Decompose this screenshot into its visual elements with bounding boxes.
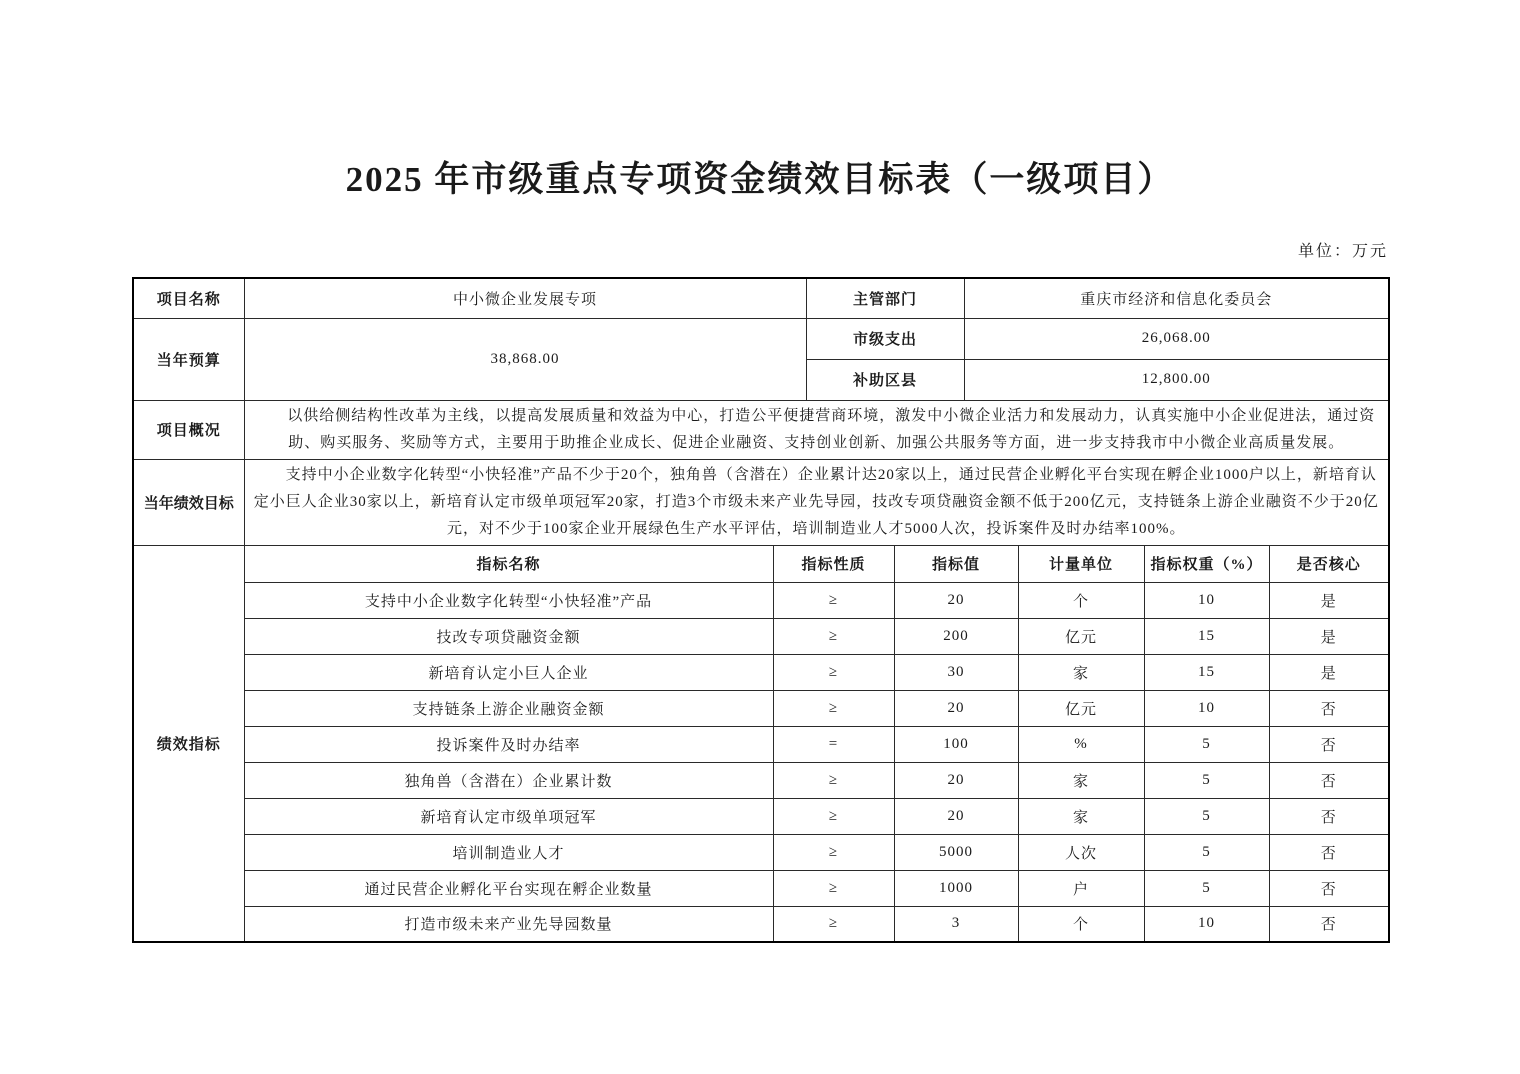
indicator-row <box>133 618 1389 654</box>
indicator-unit: 亿元 <box>1018 618 1144 654</box>
header-name: 指标名称 <box>244 545 773 582</box>
indicator-weight: 5 <box>1144 834 1269 870</box>
indicator-value: 1000 <box>894 870 1018 906</box>
indicator-name: 支持链条上游企业融资金额 <box>244 690 773 726</box>
header-weight: 指标权重（%） <box>1144 545 1269 582</box>
indicator-row <box>133 906 1389 942</box>
table-row <box>133 459 1389 545</box>
unit-note: 单位：万元 <box>1297 243 1388 260</box>
indicator-weight: 15 <box>1144 618 1269 654</box>
overview-label: 项目概况 <box>133 400 244 459</box>
indicator-nature: ≥ <box>773 762 894 798</box>
header-unit: 计量单位 <box>1018 545 1144 582</box>
table-row <box>133 318 1389 359</box>
indicator-core: 是 <box>1269 618 1389 654</box>
indicator-name: 新培育认定小巨人企业 <box>244 654 773 690</box>
budget-label: 当年预算 <box>133 318 244 400</box>
indicator-name: 投诉案件及时办结率 <box>244 726 773 762</box>
indicator-name: 通过民营企业孵化平台实现在孵企业数量 <box>244 870 773 906</box>
indicator-name: 培训制造业人才 <box>244 834 773 870</box>
indicator-row <box>133 690 1389 726</box>
goal-label: 当年绩效目标 <box>133 459 244 545</box>
indicator-nature: ≥ <box>773 870 894 906</box>
indicator-unit: 家 <box>1018 654 1144 690</box>
indicator-weight: 5 <box>1144 762 1269 798</box>
indicator-core: 否 <box>1269 762 1389 798</box>
indicator-row <box>133 762 1389 798</box>
header-core: 是否核心 <box>1269 545 1389 582</box>
indicator-value: 20 <box>894 582 1018 618</box>
indicator-core: 是 <box>1269 582 1389 618</box>
budget-value: 38,868.00 <box>244 318 806 400</box>
table-row <box>133 400 1389 459</box>
indicator-core: 否 <box>1269 798 1389 834</box>
indicator-weight: 10 <box>1144 906 1269 942</box>
overview-text: 以供给侧结构性改革为主线，以提高发展质量和效益为中心，打造公平便捷营商环境，激发中小微企业活力和发展动力，认真实施中小企业促进法，通过资助、购买服务、奖励等方式，主要用于助推企业成长、促进企业融资、支持创业创新、加强公共服务等方面，进一步支持我市中小微企业高质量发展。 <box>244 400 1389 459</box>
indicator-row <box>133 798 1389 834</box>
indicator-nature: ≥ <box>773 906 894 942</box>
indicator-value: 200 <box>894 618 1018 654</box>
indicator-unit: % <box>1018 726 1144 762</box>
indicator-name: 支持中小企业数字化转型“小快轻准”产品 <box>244 582 773 618</box>
subsidy-label: 补助区县 <box>806 359 964 400</box>
indicator-unit: 户 <box>1018 870 1144 906</box>
indicator-row <box>133 726 1389 762</box>
indicator-name: 新培育认定市级单项冠军 <box>244 798 773 834</box>
indicator-unit: 家 <box>1018 798 1144 834</box>
indicator-value: 20 <box>894 762 1018 798</box>
subsidy-value: 12,800.00 <box>964 359 1389 400</box>
indicator-unit: 个 <box>1018 582 1144 618</box>
indicators-section-label: 绩效指标 <box>133 545 244 942</box>
indicator-header-row <box>133 545 1389 582</box>
indicator-core: 否 <box>1269 834 1389 870</box>
city-expense-value: 26,068.00 <box>964 318 1389 359</box>
indicator-nature: ≥ <box>773 834 894 870</box>
dept-value: 重庆市经济和信息化委员会 <box>964 278 1389 318</box>
page-title: 2025 年市级重点专项资金绩效目标表（一级项目） <box>345 160 1175 199</box>
indicator-name: 打造市级未来产业先导园数量 <box>244 906 773 942</box>
performance-target-table <box>132 277 1390 943</box>
indicator-nature: ≥ <box>773 690 894 726</box>
indicator-core: 否 <box>1269 690 1389 726</box>
indicator-value: 20 <box>894 798 1018 834</box>
indicator-nature: ≥ <box>773 654 894 690</box>
indicator-value: 3 <box>894 906 1018 942</box>
indicator-value: 100 <box>894 726 1018 762</box>
indicator-nature: ≥ <box>773 618 894 654</box>
header-nature: 指标性质 <box>773 545 894 582</box>
goal-text: 支持中小企业数字化转型“小快轻准”产品不少于20个，独角兽（含潜在）企业累计达20家以上，通过民营企业孵化平台实现在孵企业1000户以上，新培育认定小巨人企业30家以上，新培育认定市级单项冠军20家，打造3个市级未来产业先导园，技改专项贷融资金额不低于200亿元，支持链条上游企业融资不少于20亿元，对不少于100家企业开展绿色生产水平评估，培训制造业人才5000人次，投诉案件及时办结率100%。 <box>244 459 1389 545</box>
indicator-core: 否 <box>1269 726 1389 762</box>
indicator-name: 独角兽（含潜在）企业累计数 <box>244 762 773 798</box>
indicator-name: 技改专项贷融资金额 <box>244 618 773 654</box>
indicator-unit: 家 <box>1018 762 1144 798</box>
dept-label: 主管部门 <box>806 278 964 318</box>
indicator-value: 5000 <box>894 834 1018 870</box>
indicator-nature: ≥ <box>773 798 894 834</box>
indicator-unit: 个 <box>1018 906 1144 942</box>
header-value: 指标值 <box>894 545 1018 582</box>
indicator-nature: = <box>773 726 894 762</box>
indicator-row <box>133 654 1389 690</box>
indicator-weight: 10 <box>1144 582 1269 618</box>
indicator-core: 是 <box>1269 654 1389 690</box>
indicator-value: 30 <box>894 654 1018 690</box>
indicator-weight: 10 <box>1144 690 1269 726</box>
indicator-nature: ≥ <box>773 582 894 618</box>
city-expense-label: 市级支出 <box>806 318 964 359</box>
indicator-weight: 5 <box>1144 870 1269 906</box>
indicator-row <box>133 834 1389 870</box>
table-row <box>133 278 1389 318</box>
indicator-row <box>133 870 1389 906</box>
indicator-value: 20 <box>894 690 1018 726</box>
indicator-core: 否 <box>1269 870 1389 906</box>
indicator-row <box>133 582 1389 618</box>
indicator-weight: 15 <box>1144 654 1269 690</box>
indicator-unit: 人次 <box>1018 834 1144 870</box>
indicator-weight: 5 <box>1144 798 1269 834</box>
project-name-label: 项目名称 <box>133 278 244 318</box>
indicator-unit: 亿元 <box>1018 690 1144 726</box>
indicator-weight: 5 <box>1144 726 1269 762</box>
indicator-core: 否 <box>1269 906 1389 942</box>
project-name-value: 中小微企业发展专项 <box>244 278 806 318</box>
